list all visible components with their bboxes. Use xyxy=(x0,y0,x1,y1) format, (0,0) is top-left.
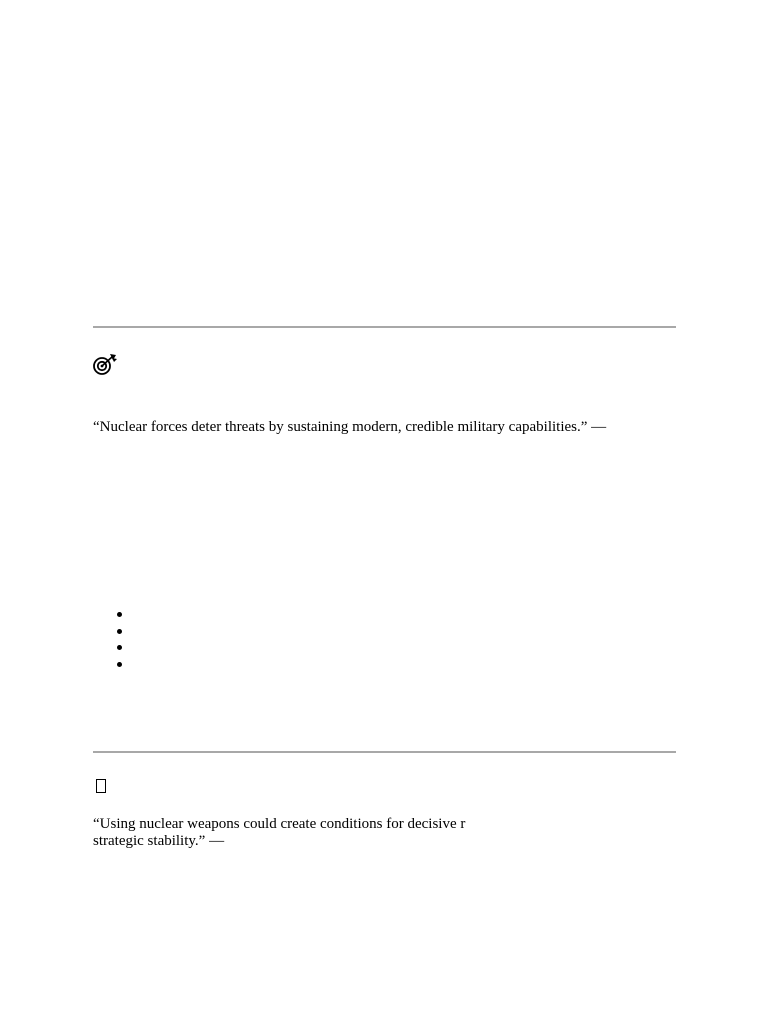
quote-line: strategic stability.” — xyxy=(93,833,225,849)
quote-text xyxy=(93,816,465,850)
section-divider xyxy=(93,326,676,328)
missing-glyph-icon xyxy=(96,779,106,793)
quote-line: “Using nuclear weapons could create conditions for decisive r xyxy=(93,816,466,832)
target-icon xyxy=(92,352,118,376)
section-divider xyxy=(93,751,676,753)
quote-text: “Nuclear forces deter threats by sustaining modern, credible military capabilities.” — xyxy=(93,419,607,435)
